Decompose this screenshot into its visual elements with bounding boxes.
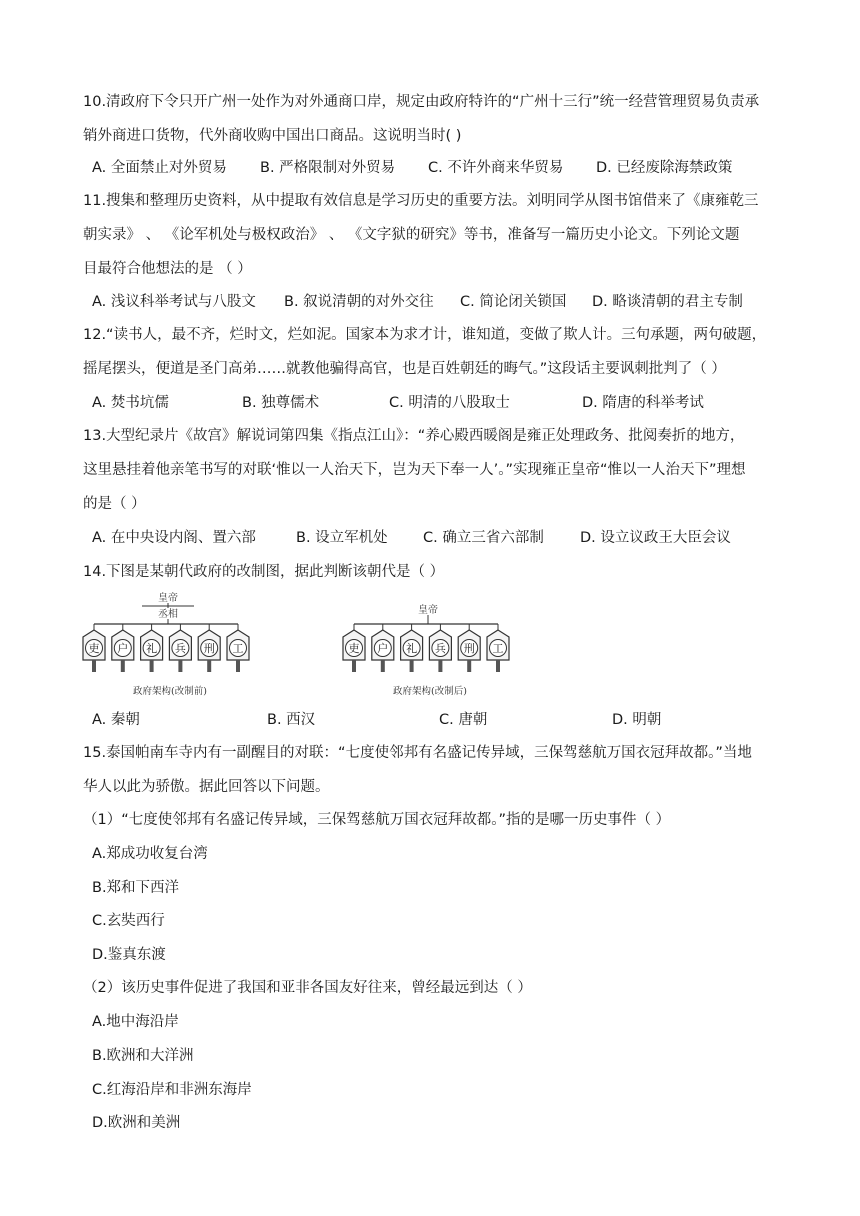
ministry-box-5 <box>487 624 509 672</box>
diagram-after-emperor: 皇帝 <box>418 605 438 616</box>
diagram-before-caption: 政府架构(改制前) <box>133 686 207 697</box>
ministry-label: 刑 <box>203 642 215 655</box>
q11-option-b: B. 叙说清朝的对外交往 <box>284 294 434 310</box>
q12-option-c: C. 明清的八股取士 <box>389 395 510 411</box>
ministry-label: 户 <box>377 642 389 655</box>
q15-sub2-option-d: D.欧洲和美洲 <box>92 1115 181 1131</box>
q15-stem-line2: 华人以此为骄傲。据此回答以下问题。 <box>83 779 330 795</box>
ministry-box-4 <box>198 624 220 672</box>
ministry-box-4 <box>458 624 480 672</box>
q12-option-a: A. 焚书坑儒 <box>92 395 169 411</box>
ministry-box-5 <box>227 624 249 672</box>
ministry-label: 户 <box>117 642 129 655</box>
q12-stem-line2: 摇尾摆头，便道是圣门高弟……就教他骗得高官，也是百姓朝廷的晦气。”这段话主要讽刺批判了（ ） <box>83 361 726 377</box>
q10-option-a: A. 全面禁止对外贸易 <box>92 160 227 176</box>
q11-stem-line1: 11.搜集和整理历史资料，从中提取有效信息是学习历史的重要方法。刘明同学从图书馆借来了《康雍乾三 <box>83 193 759 209</box>
ministry-box-2 <box>141 624 163 672</box>
q15-sub2-stem: （2）该历史事件促进了我国和亚非各国友好往来，曾经最远到达（ ） <box>83 980 532 996</box>
q10-stem-line1: 10.清政府下令只开广州一处作为对外通商口岸，规定由政府特许的“广州十三行”统一经营管理贸易负责承 <box>83 94 760 110</box>
q11-stem-line3: 目最符合他想法的是 （ ） <box>83 261 252 277</box>
ministry-box-0 <box>343 624 365 672</box>
q14-stem-line1: 14.下图是某朝代政府的改制图，据此判断该朝代是（ ） <box>83 564 445 580</box>
ministry-label: 工 <box>492 642 504 655</box>
q13-stem-line1: 13.大型纪录片《故宫》解说词第四集《指点江山》：“养心殿西暖阁是雍正处理政务、批阅奏折的地方， <box>83 428 745 444</box>
ministry-label: 刑 <box>463 642 475 655</box>
q13-option-a: A. 在中央设内阁、置六部 <box>92 530 256 546</box>
government-structure-before-diagram <box>78 590 258 700</box>
ministry-box-2 <box>401 624 423 672</box>
ministry-label: 礼 <box>146 642 158 655</box>
q15-stem-line1: 15.泰国帕南车寺内有一副醒目的对联：“七度使邻邦有名盛记传异域，三保驾慈航万国衣冠拜故都。”当地 <box>83 745 752 761</box>
q15-sub1-option-c: C.玄奘西行 <box>92 913 165 929</box>
q10-option-b: B. 严格限制对外贸易 <box>260 160 396 176</box>
diagram-before-chancellor: 丞相 <box>158 609 178 620</box>
q15-sub1-stem: （1）“七度使邻邦有名盛记传异域，三保驾慈航万国衣冠拜故都。”指的是哪一历史事件（ ） <box>83 812 671 828</box>
ministry-box-1 <box>112 624 134 672</box>
q10-option-c: C. 不许外商来华贸易 <box>428 160 564 176</box>
diagram-after-caption: 政府架构(改制后) <box>393 686 467 697</box>
q10-stem-line2: 销外商进口货物，代外商收购中国出口商品。这说明当时( ) <box>83 128 462 144</box>
q13-option-d: D. 设立议政王大臣会议 <box>580 530 731 546</box>
ministry-label: 吏 <box>88 642 100 655</box>
q15-sub2-option-b: B.欧洲和大洋洲 <box>92 1048 194 1064</box>
q14-option-a: A. 秦朝 <box>92 712 140 728</box>
q14-option-c: C. 唐朝 <box>439 712 488 728</box>
q13-option-c: C. 确立三省六部制 <box>423 530 544 546</box>
q15-sub1-option-d: D.鉴真东渡 <box>92 947 166 963</box>
ministry-box-3 <box>429 624 451 672</box>
q13-option-b: B. 设立军机处 <box>296 530 388 546</box>
q13-stem-line3: 的是（ ） <box>83 496 146 512</box>
government-structure-after-diagram <box>338 602 518 700</box>
q11-option-c: C. 简论闭关锁国 <box>460 294 567 310</box>
q11-option-d: D. 略谈清朝的君主专制 <box>592 294 743 310</box>
q15-sub2-option-c: C.红海沿岸和非洲东海岸 <box>92 1082 252 1098</box>
ministry-box-0 <box>83 624 105 672</box>
q15-sub2-option-a: A.地中海沿岸 <box>92 1014 179 1030</box>
q12-stem-line1: 12.“读书人，最不齐，烂时文，烂如泥。国家本为求才计，谁知道，变做了欺人计。三句承题，两句破题， <box>83 327 767 343</box>
ministry-label: 工 <box>232 642 244 655</box>
diagram-before-emperor: 皇帝 <box>158 593 178 604</box>
q12-option-d: D. 隋唐的科举考试 <box>582 395 704 411</box>
q10-option-d: D. 已经废除海禁政策 <box>596 160 733 176</box>
q15-sub1-option-a: A.郑成功收复台湾 <box>92 846 208 862</box>
ministry-label: 兵 <box>434 642 446 655</box>
q11-option-a: A. 浅议科举考试与八股文 <box>92 294 256 310</box>
ministry-box-1 <box>372 624 394 672</box>
q11-stem-line2: 朝实录》 、 《论军机处与极权政治》 、 《文字狱的研究》等书，准备写一篇历史小论文。下列论文题 <box>83 227 740 243</box>
ministry-label: 兵 <box>174 642 186 655</box>
q14-option-d: D. 明朝 <box>612 712 662 728</box>
ministry-label: 吏 <box>348 642 360 655</box>
ministry-label: 礼 <box>406 642 418 655</box>
q13-stem-line2: 这里悬挂着他亲笔书写的对联‘惟以一人治天下，岂为天下奉一人’。”实现雍正皇帝“惟以一人治天下”理想 <box>83 462 746 478</box>
ministry-box-3 <box>169 624 191 672</box>
q12-option-b: B. 独尊儒术 <box>242 395 320 411</box>
q15-sub1-option-b: B.郑和下西洋 <box>92 880 180 896</box>
q14-option-b: B. 西汉 <box>267 712 316 728</box>
